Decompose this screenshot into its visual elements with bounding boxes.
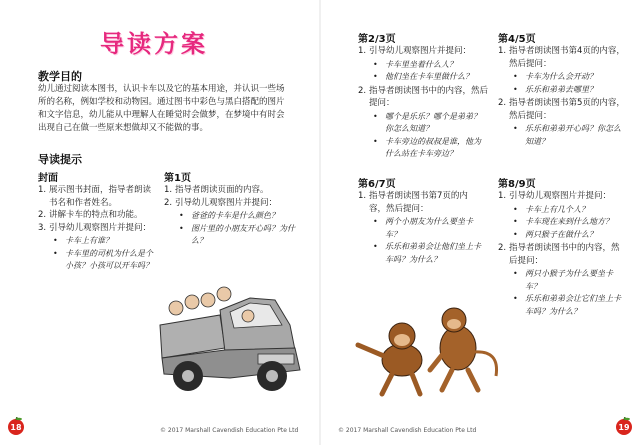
page1-list bbox=[164, 184, 304, 249]
tips-heading: 导读提示 bbox=[38, 153, 82, 166]
item-number: 1. bbox=[358, 46, 367, 56]
question-item: • 乐乐和弟弟开心吗？你怎么知道？ bbox=[509, 123, 626, 148]
question-list bbox=[369, 59, 488, 84]
question-item: • 卡车上有谁？ bbox=[49, 235, 156, 248]
question-item: • 爸爸的卡车是什么颜色？ bbox=[175, 210, 304, 223]
list-item bbox=[358, 85, 488, 161]
item-text: 指导者朗读图书第5页的内容，然后提问： bbox=[509, 98, 625, 121]
question-list bbox=[509, 268, 626, 318]
question-item: • 卡车现在来到什么地方？ bbox=[509, 216, 626, 229]
question-item: • 他们坐在卡车里做什么？ bbox=[369, 71, 488, 84]
item-text: 指导者朗读图书第4页的内容，然后提问： bbox=[509, 46, 625, 69]
question-item: • 乐乐和弟弟去哪里？ bbox=[509, 84, 626, 97]
question-list bbox=[509, 204, 626, 242]
item-text: 指导者朗读图书第7页的内容，然后提问： bbox=[369, 191, 468, 214]
question-item: • 哪个是乐乐？哪个是弟弟？你怎么知道？ bbox=[369, 111, 488, 136]
list-item bbox=[498, 242, 626, 318]
item-text: 指导者朗读图书中的内容，然后提问： bbox=[509, 243, 620, 266]
item-number: 2. bbox=[498, 243, 507, 253]
question-item: • 图片里的小朋友开心吗？为什么？ bbox=[175, 223, 304, 248]
p23-list bbox=[358, 45, 488, 162]
p67-list bbox=[358, 190, 484, 267]
list-item bbox=[498, 45, 626, 96]
p45-list bbox=[498, 45, 626, 149]
question-item: • 卡车为什么会开动？ bbox=[509, 71, 626, 84]
question-item: • 卡车里坐着什么人？ bbox=[369, 59, 488, 72]
item-number: 1. bbox=[358, 191, 367, 201]
item-number: 1. bbox=[498, 191, 507, 201]
item-number: 1. bbox=[38, 185, 47, 195]
item-text: 引导幼儿观察图片并提问： bbox=[509, 191, 612, 201]
list-item bbox=[358, 190, 484, 266]
question-item: • 卡车里的司机为什么是个小孩？小孩可以开车吗？ bbox=[49, 248, 156, 273]
cover-list bbox=[38, 184, 156, 274]
footer-left: © 2017 Marshall Cavendish Education Pte Ltd bbox=[160, 427, 299, 434]
page-number-left: 18 bbox=[10, 423, 22, 432]
p45-heading: 第4/5页 bbox=[498, 34, 536, 45]
p89-list bbox=[498, 190, 626, 319]
question-list bbox=[49, 235, 156, 273]
right-page bbox=[320, 0, 640, 445]
item-number: 2. bbox=[358, 85, 367, 96]
monkeys-illustration bbox=[350, 290, 510, 400]
question-item: • 乐乐和弟弟会让它们坐上卡车吗？为什么？ bbox=[509, 293, 626, 318]
list-item bbox=[498, 97, 626, 148]
list-item bbox=[164, 184, 304, 197]
item-number: 1. bbox=[498, 46, 507, 56]
list-item bbox=[38, 209, 156, 222]
item-text: 指导者朗读页面的内容。 bbox=[175, 185, 269, 195]
item-text: 引导幼儿观察图片并提问： bbox=[175, 197, 278, 208]
question-list bbox=[369, 111, 488, 161]
page1-heading: 第1页 bbox=[164, 173, 191, 184]
cover-heading: 封面 bbox=[38, 173, 58, 184]
p23-heading: 第2/3页 bbox=[358, 34, 396, 45]
item-number: 2. bbox=[38, 210, 47, 220]
item-number: 2. bbox=[498, 98, 507, 108]
list-item bbox=[498, 190, 626, 241]
question-item: • 卡车旁边的叔叔是谁，他为什么站在卡车旁边？ bbox=[369, 136, 488, 161]
item-number: 3. bbox=[38, 222, 47, 233]
question-item: • 乐乐和弟弟会让他们坐上卡车吗？为什么？ bbox=[369, 241, 484, 266]
item-text: 引导幼儿观察图片并提问： bbox=[369, 46, 472, 56]
question-item: • 卡车上有几个人？ bbox=[509, 204, 626, 217]
item-text: 展示图书封面，指导者朗读书名和作者姓名。 bbox=[49, 185, 152, 208]
page-title: 导读方案 bbox=[100, 30, 208, 58]
p67-heading: 第6/7页 bbox=[358, 179, 396, 190]
question-item: • 两只小猴子为什么要坐卡车？ bbox=[509, 268, 626, 293]
item-text: 引导幼儿观察图片并提问： bbox=[49, 222, 152, 233]
question-item: • 两个小朋友为什么要坐卡车？ bbox=[369, 216, 484, 241]
objectives-heading: 教学目的 bbox=[38, 70, 82, 83]
item-text: 讲解卡车的特点和功能。 bbox=[49, 210, 143, 220]
footer-right: © 2017 Marshall Cavendish Education Pte Ltd bbox=[338, 427, 477, 434]
question-list bbox=[369, 216, 484, 266]
objectives-text: 幼儿通过阅读本图书，认识卡车以及它的基本用途，并认识一些场所的名称，例如学校和动物园。通过图书中彩色与黑白搭配的图片和文字信息，幼儿能从中理解人在睡觉时会做梦，在梦境中有时会出现自己在做一些原来想做却又不能做的事。 bbox=[38, 84, 285, 133]
list-item bbox=[358, 45, 488, 84]
truck-illustration bbox=[150, 270, 315, 405]
question-item: • 两只猴子在做什么？ bbox=[509, 229, 626, 242]
item-text: 指导者朗读图书中的内容，然后提问： bbox=[369, 85, 489, 108]
page-number-right: 19 bbox=[618, 423, 630, 432]
question-list bbox=[509, 123, 626, 148]
item-number: 2. bbox=[164, 197, 173, 208]
list-item bbox=[38, 184, 156, 209]
list-item bbox=[164, 197, 304, 248]
p89-heading: 第8/9页 bbox=[498, 179, 536, 190]
item-number: 1. bbox=[164, 185, 173, 195]
list-item bbox=[38, 222, 156, 273]
question-list bbox=[509, 71, 626, 96]
question-list bbox=[175, 210, 304, 248]
